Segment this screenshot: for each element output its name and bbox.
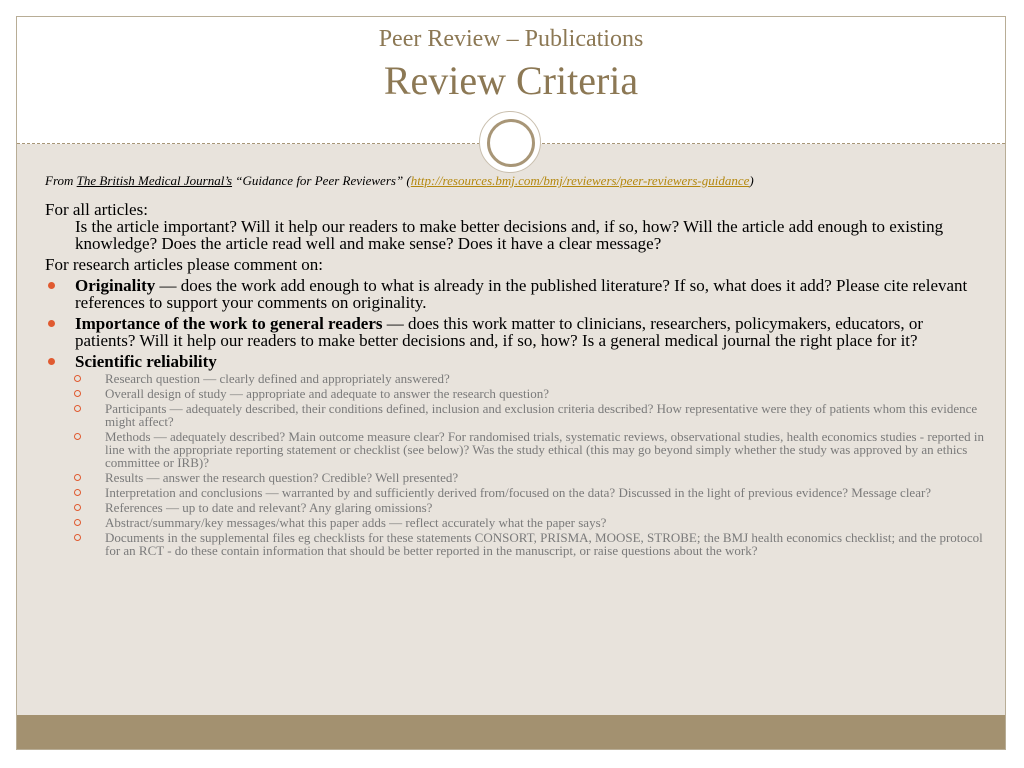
list-item xyxy=(45,277,985,311)
all-articles-heading: For all articles: xyxy=(45,200,148,219)
criterion-text: — does this work matter to clinicians, researchers, policymakers, educators, or patients? Will it help our readers to make better decisions and, if so, how? Is a general medical journal the right place for it? xyxy=(75,314,924,350)
slide-title: Review Criteria xyxy=(383,58,639,103)
circle-bullet-icon xyxy=(74,405,81,412)
sub-item-text: Participants — adequately described, their conditions defined, inclusion and exclusion criteria described? How representative were they of patients whom this evidence might affect? xyxy=(105,401,978,429)
reliability-sublist xyxy=(45,372,985,557)
bullet-icon xyxy=(48,320,55,327)
circle-bullet-icon xyxy=(74,390,81,397)
sub-item-text: Abstract/summary/key messages/what this paper adds — reflect accurately what the paper says? xyxy=(105,515,607,530)
sub-item-text: Interpretation and conclusions — warranted by and sufficiently derived from/focused on the data? Discussed in the light of previous evidence? Message clear? xyxy=(105,485,932,500)
all-articles-text: Is the article important? Will it help our readers to make better decisions and, if so, how? Will the article add enough to existing knowledge? Does the article read well and make sense? Does it have a clear message? xyxy=(75,217,944,253)
sub-list-item xyxy=(45,471,985,484)
sub-list-item xyxy=(45,516,985,529)
criterion-label: Importance of the work to general readers xyxy=(75,314,383,333)
sub-item-text: Research question — clearly defined and appropriately answered? xyxy=(105,371,450,386)
circle-bullet-icon xyxy=(74,504,81,511)
source-citation xyxy=(45,173,985,189)
sub-list-item xyxy=(45,402,985,428)
slide-content xyxy=(45,173,985,557)
source-suffix: ) xyxy=(749,173,754,188)
criterion-label: Scientific reliability xyxy=(75,352,217,371)
sub-list-item xyxy=(45,387,985,400)
criterion-label: Originality xyxy=(75,276,156,295)
slide xyxy=(16,16,1006,750)
circle-bullet-icon xyxy=(74,489,81,496)
criterion-text: — does the work add enough to what is already in the published literature? If so, what does it add? Please cite relevant references to support your comments on originality. xyxy=(75,276,968,312)
circle-bullet-icon xyxy=(74,433,81,440)
list-item xyxy=(45,353,985,557)
source-prefix: From xyxy=(45,173,77,188)
sub-list-item xyxy=(45,372,985,385)
sub-item-text: References — up to date and relevant? Any glaring omissions? xyxy=(105,500,433,515)
sub-item-text: Results — answer the research question? Credible? Well presented? xyxy=(105,470,459,485)
sub-list-item xyxy=(45,486,985,499)
sub-item-text: Methods — adequately described? Main outcome measure clear? For randomised trials, systematic reviews, observational studies, health economics studies - reported in line with the appropriate reporting statement or checklist (see below)? Was the study ethical (this may go beyond simply whether the study was approved by an ethics committee or IRB)? xyxy=(105,429,985,470)
circle-bullet-icon xyxy=(74,375,81,382)
slide-subtitle: Peer Review – Publications xyxy=(378,26,644,52)
footer-bar xyxy=(17,715,1005,749)
journal-name: The British Medical Journal’s xyxy=(76,173,233,188)
sub-list-item xyxy=(45,501,985,514)
sub-item-text: Overall design of study — appropriate and adequate to answer the research question? xyxy=(105,386,550,401)
circle-bullet-icon xyxy=(74,519,81,526)
guide-title: “Guidance for Peer Reviewers” ( xyxy=(232,173,411,188)
sub-list-item xyxy=(45,430,985,469)
bullet-icon xyxy=(48,282,55,289)
criteria-list xyxy=(45,277,985,557)
list-item xyxy=(45,315,985,349)
guidance-link[interactable]: http://resources.bmj.com/bmj/reviewers/peer-reviewers-guidance xyxy=(410,173,750,188)
circle-ornament-icon xyxy=(479,111,541,173)
sub-list-item xyxy=(45,531,985,557)
sub-item-text: Documents in the supplemental files eg checklists for these statements CONSORT, PRISMA, MOOSE, STROBE; the BMJ health economics checklist; and the protocol for an RCT - do these contain information that should be better reported in the manuscript, or raise questions about the work? xyxy=(105,530,983,558)
research-heading: For research articles please comment on: xyxy=(45,255,324,274)
bullet-icon xyxy=(48,358,55,365)
circle-bullet-icon xyxy=(74,534,81,541)
circle-bullet-icon xyxy=(74,474,81,481)
